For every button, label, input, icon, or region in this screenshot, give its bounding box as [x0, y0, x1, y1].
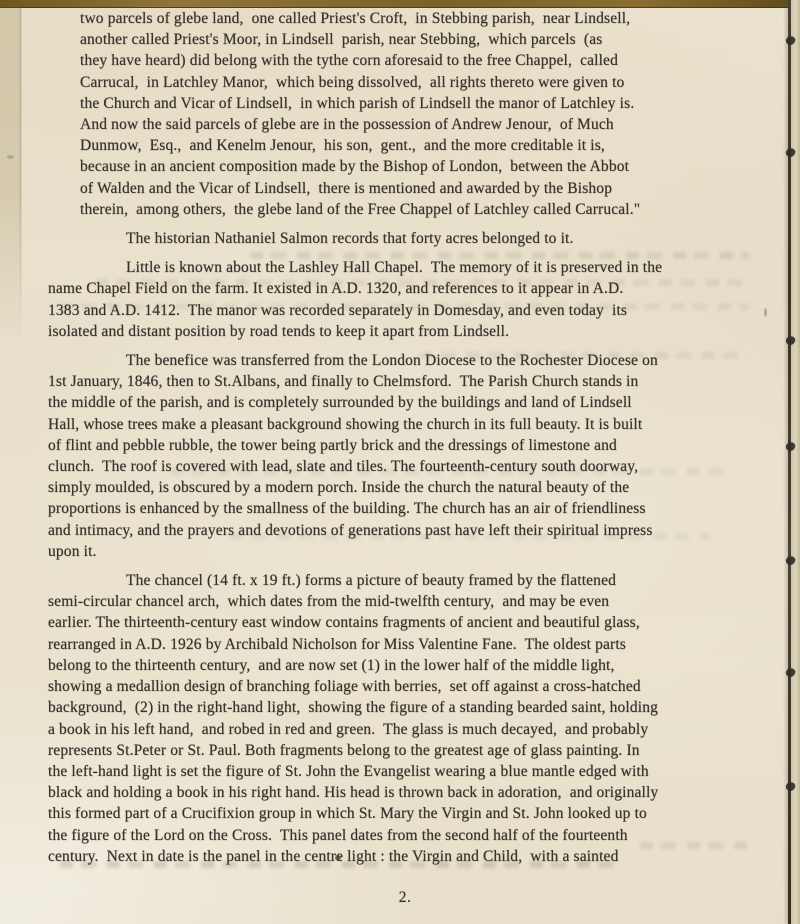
text-line: The historian Nathaniel Salmon records that forty acres belonged to it. — [126, 230, 574, 248]
body-paragraph — [48, 570, 762, 867]
text-block — [48, 8, 762, 867]
text-line: 1383 and A.D. 1412. The manor was recorded separately in Domesday, and even today its — [48, 301, 628, 319]
text-line: and intimacy, and the prayers and devotions of generations past have left their spiritual impress — [48, 521, 653, 539]
text-line: simply moulded, is obscured by a modern porch. Inside the church the natural beauty of the — [48, 479, 630, 497]
text-line: represents St.Peter or St. Paul. Both fragments belong to the greatest age of glass painting. In — [48, 741, 640, 759]
text-line: century. Next in date is the panel in the centre light : the Virgin and Child, with a sainted — [48, 847, 619, 865]
text-line: Little is known about the Lashley Hall Chapel. The memory of it is preserved in the — [126, 259, 663, 277]
page-number: 2. — [398, 889, 412, 906]
text-line: rearranged in A.D. 1926 by Archibald Nicholson for Miss Valentine Fane. The oldest parts — [48, 635, 626, 653]
text-line: they have heard) did belong with the tythe corn aforesaid to the free Chappel, called — [80, 52, 618, 70]
text-line: therein, among others, the glebe land of the Free Chappel of Latchley called Carrucal." — [80, 200, 641, 218]
page-curl-shadow — [0, 7, 26, 347]
text-line: of flint and pebble rubble, the tower being partly brick and the dressings of limestone and — [48, 436, 617, 454]
text-line: background, (2) in the right-hand light, showing the figure of a standing bearded saint, holding — [48, 699, 659, 717]
text-line: earlier. The thirteenth-century east window contains fragments of ancient and beautiful glass, — [48, 614, 640, 632]
ink-speck — [7, 155, 14, 159]
text-line: proportions is enhanced by the smallness of the building. The church has an air of friendliness — [48, 500, 646, 518]
body-paragraph — [48, 350, 762, 562]
text-line: Dunmow, Esq., and Kenelm Jenour, his son, gent., and the more creditable it is, — [80, 137, 605, 155]
ink-speck — [764, 308, 767, 317]
text-line: semi-circular chancel arch, which dates from the mid-twelfth century, and may be even — [48, 593, 610, 611]
text-line: clunch. The roof is covered with lead, slate and tiles. The fourteenth-century south doorway, — [48, 458, 639, 476]
text-line: belong to the thirteenth century, and are now set (1) in the lower half of the middle light, — [48, 656, 615, 674]
text-line: a book in his left hand, and robed in red and green. The glass is much decayed, and probably — [48, 720, 649, 738]
text-line: because in an ancient composition made by the Bishop of London, between the Abbot — [80, 158, 630, 176]
text-line: the middle of the parish, and is completely surrounded by the buildings and land of Lindsell — [48, 394, 632, 412]
text-line: another called Priest's Moor, in Lindsell parish, near Stebbing, which parcels (as — [80, 31, 603, 49]
text-line: upon it. — [48, 542, 97, 560]
text-line: Hall, whose trees make a pleasant background showing the church in its full beauty. It is built — [48, 415, 643, 433]
body-paragraph — [48, 257, 762, 342]
page-top-edge — [0, 0, 800, 8]
text-line: the figure of the Lord on the Cross. This panel dates from the second half of the fourteenth — [48, 826, 628, 844]
text-line: two parcels of glebe land, one called Priest's Croft, in Stebbing parish, near Lindsell, — [80, 10, 631, 27]
text-line: black and holding a book in his right hand. His head is thrown back in adoration, and originally — [48, 784, 659, 802]
text-line: showing a medallion design of branching foliage with berries, set off against a cross-hatched — [48, 678, 641, 696]
text-line: the left-hand light is set the figure of St. John the Evangelist wearing a blue mantle edged with — [48, 762, 649, 780]
text-line: this formed part of a Crucifixion group in which St. Mary the Virgin and St. John looked up to — [48, 805, 647, 823]
text-line: 1st January, 1846, then to St.Albans, and finally to Chelmsford. The Parish Church stands in — [48, 373, 639, 391]
text-line: of Walden and the Vicar of Lindsell, there is mentioned and awarded by the Bishop — [80, 179, 613, 197]
text-line: The benefice was transferred from the London Diocese to the Rochester Diocese on — [126, 352, 658, 370]
text-line: isolated and distant position by road tends to keep it apart from Lindsell. — [48, 322, 510, 340]
quoted-extract-continuation — [80, 8, 762, 220]
text-line: the Church and Vicar of Lindsell, in which parish of Lindsell the manor of Latchley is. — [80, 94, 635, 112]
body-paragraph — [48, 228, 762, 249]
text-line: The chancel (14 ft. x 19 ft.) forms a picture of beauty framed by the flattened — [126, 572, 617, 590]
text-line: Carrucal, in Latchley Manor, which being dissolved, all rights thereto were given to — [80, 73, 625, 91]
text-line: And now the said parcels of glebe are in the possession of Andrew Jenour, of Much — [80, 116, 614, 134]
text-line: name Chapel Field on the farm. It existed in A.D. 1320, and references to it appear in A.D. — [48, 280, 624, 298]
